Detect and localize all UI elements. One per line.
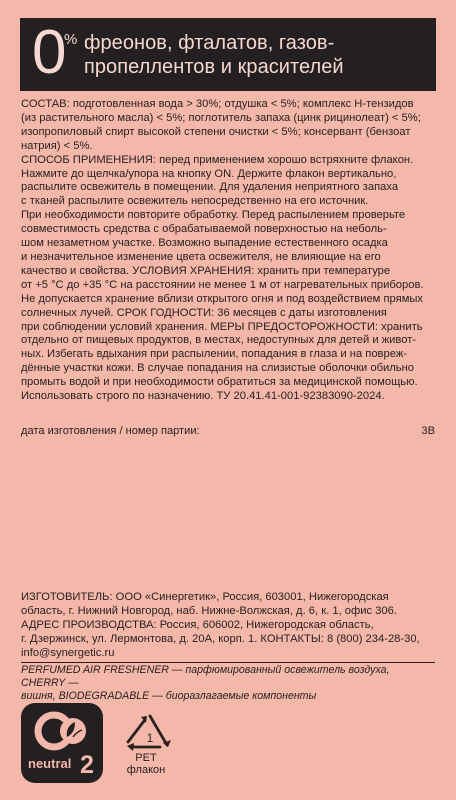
header-line-2: пропеллентов и красителей: [84, 56, 344, 78]
usage-line: СПОСОБ ПРИМЕНЕНИЯ: перед применением хорошо встряхните флакон.: [21, 153, 414, 166]
zero-percent-number: 0: [32, 18, 67, 87]
header-line-1: фреонов, фталатов, газов-: [84, 32, 335, 54]
usage-line: и незначительное изменение цвета освежителя, не влияющие на его: [21, 250, 381, 263]
badge-number: 2: [80, 751, 94, 779]
usage-line: при соблюдении условий хранения. МЕРЫ ПРЕДОСТОРОЖНОСТИ: хранить: [21, 320, 423, 333]
batch-label: дата изготовления / номер партии:: [21, 425, 200, 437]
usage-line: от +5 °С до +35 °С на расстоянии не менее 1 м от нагревательных приборов.: [21, 278, 424, 291]
usage-line: При необходимости повторите обработку. Перед распылением проверьте: [21, 209, 406, 222]
manufacturer-line: область, г. Нижний Новгород, наб. Нижне-Волжская, д. 6, к. 1, офис 306.: [21, 605, 397, 618]
usage-line: дённые участки кожи. В случае попадания на слизистые оболочки обильно: [21, 362, 415, 375]
header-banner: [20, 18, 436, 91]
manufacturer-line: ИЗГОТОВИТЕЛЬ: ООО «Синергетик», Россия, 603001, Нижегородская: [21, 591, 389, 603]
manufacturer-email: info@synergetic.ru: [21, 647, 115, 660]
percent-sign: %: [64, 31, 78, 48]
usage-line: распылите освежитель в помещении. Для удаления неприятного запаха: [21, 181, 399, 194]
composition-line: изопропиловый спирт высокой степени очистки < 5%; консервант (бензоат: [21, 125, 411, 138]
usage-line: с тканей распылите освежитель непосредственно на его источник.: [21, 195, 369, 208]
translation-note: [21, 664, 435, 703]
manufacturer-line: г. Дзержинск, ул. Лермонтова, д. 20А, корп. 1. КОНТАКТЫ: 8 (800) 234-28-30,: [21, 633, 420, 646]
main-text-block: [21, 98, 435, 404]
usage-line: Нажмите до щелчка/упора на кнопку ON. Держите флакон вертикально,: [21, 167, 397, 180]
manufacturer-line: АДРЕС ПРОИЗВОДСТВА: Россия, 606002, Нижегородская область,: [21, 619, 374, 632]
usage-line: шом незаметном участке. Возможно выпадение естественного осадка: [21, 237, 388, 250]
manufacturer-block: [21, 590, 435, 660]
recycle-number: 1: [146, 731, 154, 745]
usage-line: ных. Избегать вдыхания при распылении, попадания в глаза и на повреж-: [21, 348, 408, 361]
usage-line: Использовать строго по назначению. ТУ 20.41.41-001-92383090-2024.: [21, 390, 385, 403]
composition-line: СОСТАВ: подготовленная вода > 30%; отдушка < 5%; комплекс Н-тензидов: [21, 98, 414, 110]
composition-line: натрия) < 5%.: [21, 139, 93, 152]
co2-neutral-icon: [21, 703, 103, 783]
translation-line: вишня, BIODEGRADABLE — биоразлагаемые компоненты: [21, 690, 317, 703]
composition-line: (из растительного масла) < 5%; поглотитель запаха (цинк рицинолеат) < 5%;: [21, 111, 421, 124]
usage-line: качество и свойства. УСЛОВИЯ ХРАНЕНИЯ: хранить при температуре: [21, 264, 391, 277]
usage-line: промыть водой и при необходимости обратиться за медицинской помощью.: [21, 376, 418, 389]
badge-label: neutral: [28, 756, 72, 771]
usage-line: отдельно от пищевых продуктов, в местах, недоступных для детей и живот-: [21, 334, 417, 347]
batch-code: 3B: [421, 425, 435, 437]
usage-line: солнечных лучей. СРОК ГОДНОСТИ: 36 месяцев с даты изготовления: [21, 306, 387, 319]
recycle-caption: флакон: [126, 764, 166, 776]
co2-neutral-badge: [21, 703, 103, 783]
translation-line: PERFUMED AIR FRESHENER — парфюмированный освежитель воздуха, CHERRY —: [21, 664, 390, 690]
usage-line: совместимость средства с обрабатываемой поверхностью на неболь-: [21, 223, 387, 236]
recycle-material: PET: [135, 752, 157, 764]
usage-line: Не допускается хранение вблизи открытого огня и под воздействием прямых: [21, 292, 424, 305]
recycle-labels: [120, 752, 172, 776]
divider: [21, 662, 435, 663]
